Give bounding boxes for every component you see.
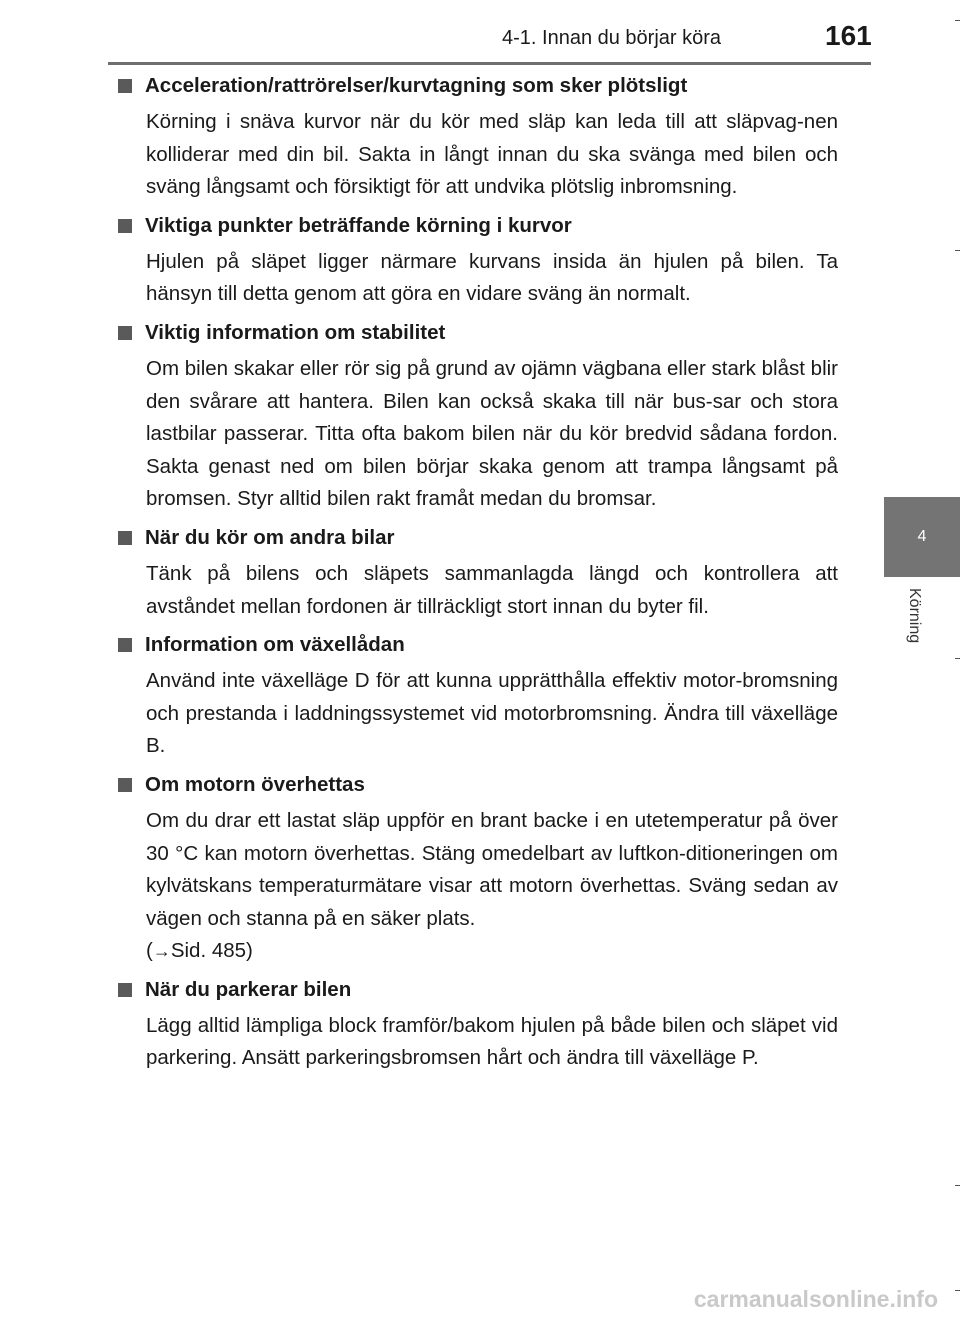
section-overheating <box>118 769 838 968</box>
section-heading <box>118 522 838 554</box>
section-heading-text: När du parkerar bilen <box>145 977 352 1001</box>
square-bullet-icon <box>118 531 132 545</box>
section-heading <box>118 769 838 801</box>
section-parking <box>118 974 838 1075</box>
square-bullet-icon <box>118 778 132 792</box>
section-paragraph: Tänk på bilens och släpets sammanlagda längd och kontrollera att avståndet mellan fordonen är tillräckligt stort innan du byter fil. <box>146 561 838 618</box>
crop-mark <box>955 1290 960 1291</box>
section-heading <box>118 70 838 102</box>
section-heading <box>118 629 838 661</box>
section-heading-text: Om motorn överhettas <box>145 772 365 796</box>
section-paragraph: Lägg alltid lämpliga block framför/bakom hjulen på både bilen och släpet vid parkering. Ansätt parkeringsbromsen hårt och ändra till växelläge P. <box>146 1013 838 1070</box>
section-paragraph: Om bilen skakar eller rör sig på grund av ojämn vägbana eller stark blåst blir den svårare att hantera. Bilen kan också skaka till när bus-sar och stora lastbilar passerar. Titta ofta bakom bilen när du kör bredvid sådana fordon. Sakta genast ned om bilen börjar skaka genom att trampa långsamt på bromsen. Styr alltid bilen rakt framåt medan du bromsar. <box>146 356 838 511</box>
section-paragraph <box>146 805 838 968</box>
section-stability <box>118 317 838 516</box>
page-number: 161 <box>825 20 872 51</box>
section-heading-text: Information om växellådan <box>145 633 405 657</box>
section-paragraph: Körning i snäva kurvor när du kör med släp kan leda till att släpvag-nen kolliderar med din bil. Sakta in långt innan du ska svänga med bilen och sväng långsamt och försiktigt för att undvika plötslig inbromsning. <box>146 110 838 199</box>
chapter-label: Körning <box>906 588 923 644</box>
square-bullet-icon <box>118 219 132 233</box>
square-bullet-icon <box>118 79 132 93</box>
crop-mark <box>955 20 960 21</box>
square-bullet-icon <box>118 638 132 652</box>
square-bullet-icon <box>118 326 132 340</box>
header-section-title: 4-1. Innan du börjar köra <box>502 27 722 49</box>
section-heading <box>118 317 838 349</box>
page-content <box>118 70 838 1081</box>
section-heading-text: När du kör om andra bilar <box>145 525 395 549</box>
chapter-number: 4 <box>917 528 927 545</box>
crop-mark <box>955 250 960 251</box>
crop-mark <box>955 1185 960 1186</box>
chapter-tab <box>884 497 960 577</box>
section-heading-text: Acceleration/rattrörelser/kurvtagning som sker plötsligt <box>145 74 688 97</box>
section-heading-text: Viktig information om stabilitet <box>145 320 446 344</box>
section-transmission <box>118 629 838 763</box>
section-paragraph: Använd inte växelläge D för att kunna upprätthålla effektiv motor-bromsning och prestanda i laddningssystemet vid motorbromsning. Ändra till växelläge B. <box>146 669 838 758</box>
section-heading <box>118 974 838 1006</box>
section-heading <box>118 210 838 242</box>
section-paragraph: Hjulen på släpet ligger närmare kurvans insida än hjulen på bilen. Ta hänsyn till detta genom att göra en vidare sväng än normalt. <box>146 249 838 306</box>
section-acceleration <box>118 70 838 204</box>
square-bullet-icon <box>118 983 132 997</box>
crop-mark <box>955 658 960 659</box>
page-reference[interactable]: (→Sid. 485) <box>146 939 253 963</box>
section-curves <box>118 210 838 311</box>
arrow-right-icon: → <box>152 941 171 962</box>
section-heading-text: Viktiga punkter beträffande körning i kurvor <box>145 213 572 237</box>
watermark: carmanualsonline.info <box>693 1286 938 1312</box>
section-overtaking <box>118 522 838 623</box>
header-divider <box>108 62 871 65</box>
section-paragraph-text: Om du drar ett lastat släp uppför en brant backe i en utetemperatur på över 30 °C kan motorn överhettas. Stäng omedelbart av luftkon-ditioneringen om kylvätskans temperaturmätare visar att motorn överhettas. Sväng sedan av vägen och stanna på en säker plats. <box>146 808 838 930</box>
